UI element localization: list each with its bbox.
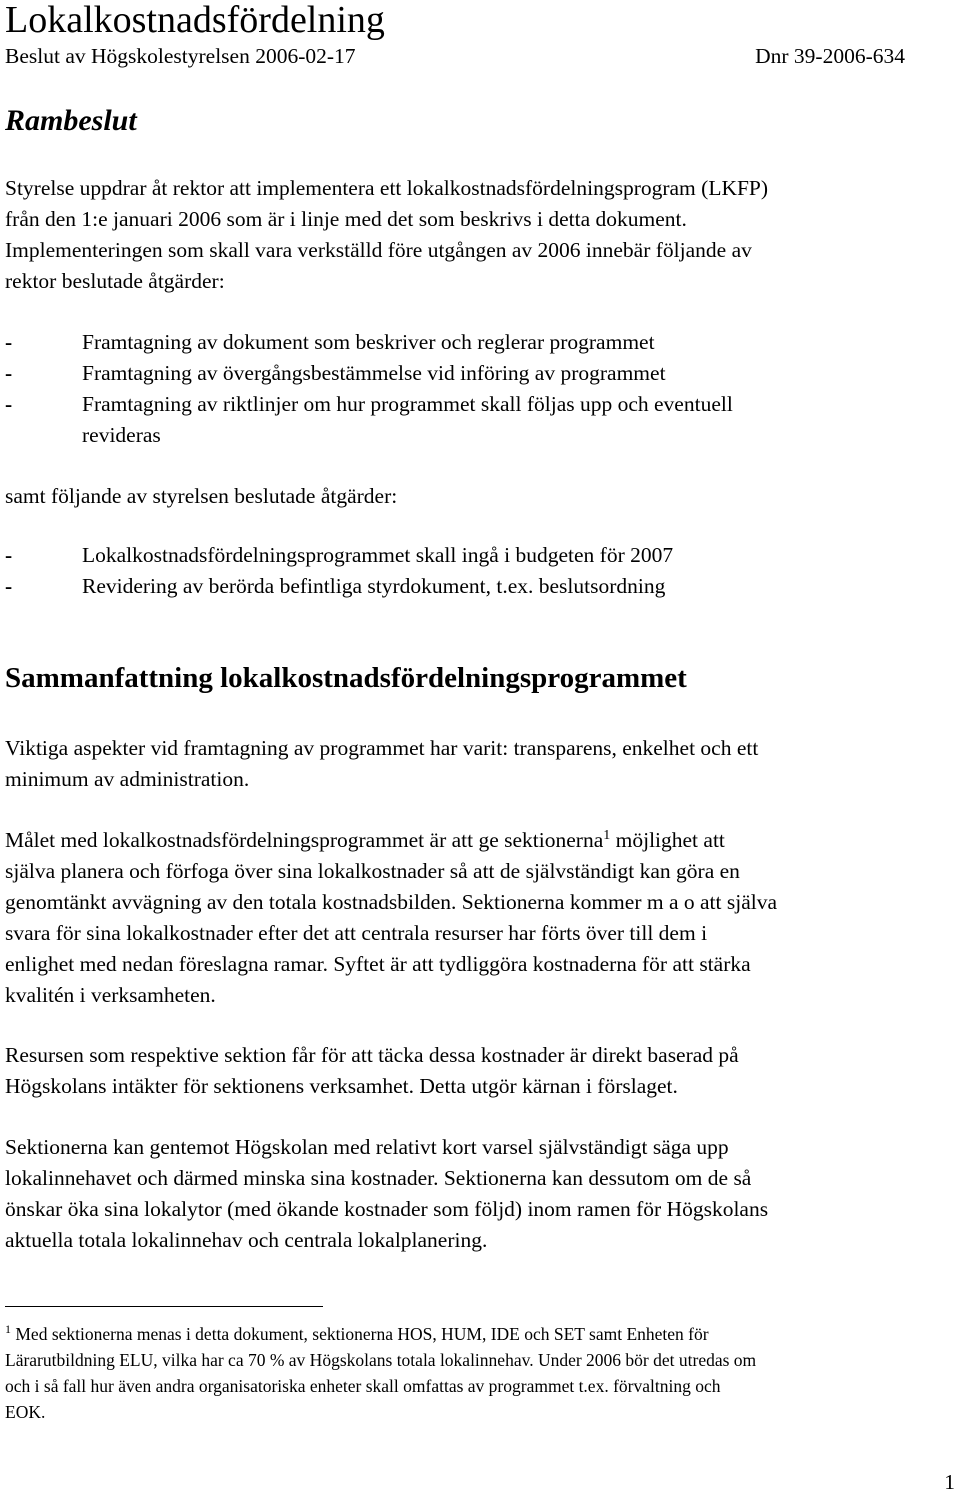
footnote-line: EOK. — [5, 1402, 46, 1422]
decision-line: Beslut av Högskolestyrelsen 2006-02-17 — [5, 44, 356, 68]
text-line: Viktiga aspekter vid framtagning av programmet har varit: transparens, enkelhet och ett — [5, 736, 759, 760]
text-line: minimum av administration. — [5, 767, 250, 791]
text-line: rektor beslutade åtgärder: — [5, 269, 225, 293]
list-item-text: Revidering av berörda befintliga styrdokument, t.ex. beslutsordning — [82, 574, 666, 598]
list-item-text: revideras — [82, 423, 161, 447]
dash-bullet: - — [5, 543, 13, 567]
footnote-reference: 1 — [603, 827, 611, 843]
list-item-text: Framtagning av övergångsbestämmelse vid införing av programmet — [82, 361, 666, 385]
footnote-separator — [5, 1306, 323, 1307]
footnote-line: Lärarutbildning ELU, vilka har ca 70 % av Högskolans totala lokalinnehav. Under 2006 bör det utredas om — [5, 1350, 757, 1370]
text-line: önskar öka sina lokalytor (med ökande kostnader som följd) inom ramen för Högskolans — [5, 1197, 769, 1221]
list-item-text: Lokalkostnadsfördelningsprogrammet skall ingå i budgeten för 2007 — [82, 543, 674, 567]
page-number: 1 — [944, 1470, 955, 1494]
text-line: Sektionerna kan gentemot Högskolan med relativt kort varsel självständigt säga upp — [5, 1135, 729, 1159]
text-segment: möjlighet att — [610, 828, 725, 852]
text-line: kvalitén i verksamheten. — [5, 983, 216, 1007]
text-line: svara för sina lokalkostnader efter det att centrala resurser har förts över till dem i — [5, 921, 708, 945]
dnr-reference: Dnr 39-2006-634 — [755, 44, 905, 68]
list-item-text: Framtagning av dokument som beskriver och reglerar programmet — [82, 330, 655, 354]
dash-bullet: - — [5, 330, 13, 354]
text-segment: Med sektionerna menas i detta dokument, sektionerna HOS, HUM, IDE och SET samt Enheten för — [11, 1324, 709, 1344]
section-heading-rambeslut: Rambeslut — [5, 104, 137, 137]
text-line: Resursen som respektive sektion får för att täcka dessa kostnader är direkt baserad på — [5, 1043, 739, 1067]
text-line: samt följande av styrelsen beslutade åtgärder: — [5, 484, 398, 508]
footnote-line: och i så fall hur även andra organisatoriska enheter skall omfattas av programmet t.ex. förvaltning och — [5, 1376, 721, 1396]
text-line: Högskolans intäkter för sektionens verksamhet. Detta utgör kärnan i förslaget. — [5, 1074, 678, 1098]
text-line: Styrelse uppdrar åt rektor att implementera ett lokalkostnadsfördelningsprogram (LKFP) — [5, 176, 769, 200]
text-line: aktuella totala lokalinnehav och centrala lokalplanering. — [5, 1228, 488, 1252]
footnote-marker: 1 — [5, 1322, 11, 1337]
text-line: genomtänkt avvägning av den totala kostnadsbilden. Sektionerna kommer m a o att själva — [5, 890, 778, 914]
text-segment: Målet med lokalkostnadsfördelningsprogrammet är att ge sektionerna — [5, 828, 604, 852]
dash-bullet: - — [5, 392, 13, 416]
list-item-text: Framtagning av riktlinjer om hur programmet skall följas upp och eventuell — [82, 392, 733, 416]
text-line: från den 1:e januari 2006 som är i linje med det som beskrivs i detta dokument. — [5, 207, 687, 231]
text-line-with-footnote-ref — [5, 825, 725, 855]
text-line: Implementeringen som skall vara verkställd före utgången av 2006 innebär följande av — [5, 238, 752, 262]
text-line: själva planera och förfoga över sina lokalkostnader så att de självständigt kan göra en — [5, 859, 740, 883]
text-line: enlighet med nedan föreslagna ramar. Syftet är att tydliggöra kostnaderna för att stärka — [5, 952, 751, 976]
dash-bullet: - — [5, 574, 13, 598]
text-line: lokalinnehavet och därmed minska sina kostnader. Sektionerna kan dessutom om de så — [5, 1166, 752, 1190]
dash-bullet: - — [5, 361, 13, 385]
footnote-line — [5, 1321, 709, 1347]
section-heading-sammanfattning: Sammanfattning lokalkostnadsfördelningsprogrammet — [5, 662, 687, 694]
document-title: Lokalkostnadsfördelning — [5, 0, 385, 41]
